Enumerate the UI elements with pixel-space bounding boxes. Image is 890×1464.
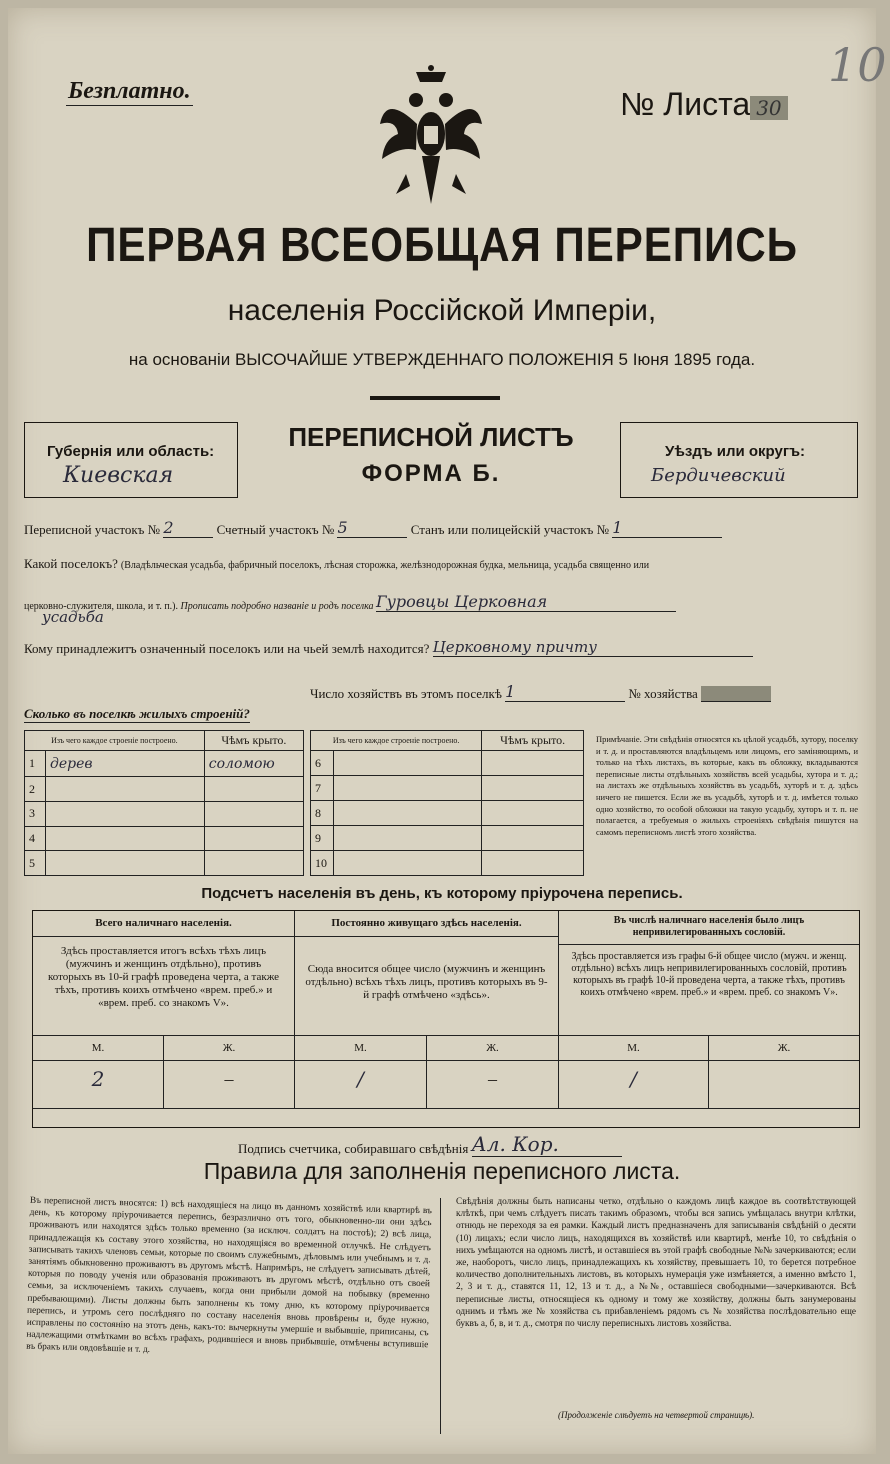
- table-row: 1 дерев соломою: [25, 751, 304, 777]
- c2-f-value: –: [427, 1061, 559, 1109]
- buildings-table-right: [310, 730, 584, 876]
- district-row: [24, 518, 722, 538]
- c3-f-value: [709, 1061, 859, 1109]
- stan-value: 1: [612, 518, 722, 538]
- owner-value: Церковному причту: [433, 638, 753, 657]
- owner-row: [24, 638, 753, 657]
- gubernia-value: Киевская: [63, 463, 174, 488]
- signature-label: Подпись счетчика, собиравшаго свѣдѣнія: [238, 1141, 469, 1156]
- page-subtitle: населенія Россійской Имперіи,: [227, 294, 657, 327]
- c3-m-head: М.: [559, 1035, 709, 1061]
- households-row: [310, 682, 771, 702]
- census-district-value: 2: [163, 518, 213, 538]
- title-divider: [370, 396, 500, 400]
- uezd-box: [620, 422, 858, 498]
- households-label: Число хозяйствъ въ этомъ поселкѣ: [310, 686, 502, 701]
- page-title: ПЕРВАЯ ВСЕОБЩАЯ ПЕРЕПИСЬ: [86, 219, 798, 272]
- uezd-label: Уѣздъ или округъ:: [665, 443, 806, 460]
- settlement-row: [24, 556, 649, 572]
- column-divider: [440, 1198, 441, 1434]
- form-subtitle: ФОРМА Б.: [361, 460, 501, 487]
- owner-label: Кому принадлежитъ означенный поселокъ или на чьей землѣ находится?: [24, 641, 430, 656]
- table-row: 5: [25, 851, 304, 876]
- settlement-value-2: усадьба: [42, 608, 104, 626]
- c1-m-head: М.: [33, 1035, 164, 1061]
- c2-m-value: /: [295, 1061, 427, 1109]
- signature-row: [238, 1132, 622, 1157]
- summary-col2-text: Сюда вносится общее число (мужчинъ и женщинъ отдѣльно) всѣхъ тѣхъ лицъ, противъ которыхъ въ 9-й графѣ отмѣчено «здѣсь».: [295, 937, 559, 1035]
- table-row: 10: [311, 851, 584, 876]
- settlement-value-1: Гуровцы Церковная: [376, 592, 676, 612]
- settlement-hint-2: церковно-служителя, школа, и т. п.).: [24, 601, 178, 612]
- rules-title: Правила для заполненія переписного листа.: [203, 1158, 681, 1184]
- count-district-label: Счетный участокъ №: [216, 522, 335, 537]
- c2-f-head: Ж.: [427, 1035, 559, 1061]
- summary-title: Подсчетъ населенія въ день, къ которому пріурочена перепись.: [201, 885, 683, 902]
- gubernia-box: [24, 422, 238, 498]
- corner-mark: 10: [828, 38, 887, 92]
- summary-table: [32, 910, 860, 1128]
- continued-note: (Продолженіе слѣдуетъ на четвертой страницѣ).: [558, 1410, 755, 1420]
- sheet-number-label: № Листа: [620, 86, 751, 122]
- buildings-table-left: [24, 730, 304, 876]
- c3-f-head: Ж.: [709, 1035, 859, 1061]
- sheet-number-value: 30: [750, 96, 787, 120]
- gubernia-label: Губернія или область:: [47, 443, 215, 460]
- table-row: 2: [25, 777, 304, 802]
- rules-left-column: Въ переписной листъ вносятся: 1) всѣ находящіеся на лицо въ данномъ хозяйствѣ или квартирѣ въ день, къ которому пріурочивается перепись, безразлично отъ того, обыкновенно-ли они здѣсь проживаютъ или находятся здѣсь только временно (за исключ. солдатъ на постоѣ); 2) всѣ лица, принадлежащія къ составу этого хозяйства, но находящіяся во временной отлучкѣ. Не слѣдуетъ записывать такихъ членовъ семьи, которые по своимъ служебнымъ, дѣловымъ или учебнымъ и т. д. занятіямъ обыкновенно проживаютъ въ другомъ мѣстѣ. Напримѣръ, не слѣдуетъ записывать дѣтей, которыя по поводу ученія или образованія проживаютъ въ другомъ мѣстѣ, отдѣльно отъ своей семьи, за исключеніемъ такихъ случаевъ, когда они прибыли домой на побывку (временно пребывающими). Листы должны быть заполнены къ тому дню, къ которому пріурочивается перепись, и утромъ сего послѣдняго по составу населенія вновь провѣрены и, буде нужно, исправлены по состоянію на этотъ день, какъ-то: вычеркнуты умершіе и выбывшіе, приписаны, съ надлежащими отмѣтками во всѣхъ графахъ, родившіеся и вновь прибывшіе, отмѣчены вступившіе въ бракъ или овдовѣвшіе и т. д.: [26, 1195, 432, 1356]
- buildings-note: Примѣчаніе. Эти свѣдѣнія относятся къ цѣлой усадьбѣ, хутору, поселку и т. д. и проставляются владѣльцемъ или лицомъ, его заміняющимъ, и только на тѣхъ листахъ, въ которые, какъ въ обложку, вкладываются переписные листы отдѣльныхъ хозяйствъ всей усадьбы, хутора и т. д.; на листахъ же отдѣльныхъ хозяйствъ въ усадьбѣ, хуторѣ и т. д. здѣсь ничего не пишется. Если же въ усадьбѣ, хуторѣ и т. д. имѣется только одно хозяйство, то особой обложки на такую усадьбу, хуторъ и т. п. не полагается, а требуемыя о жилыхъ строеніяхъ свѣдѣнія пишутся на самомъ переписномъ листѣ этого хозяйства.: [596, 734, 858, 837]
- settlement-hint-1: (Владѣльческая усадьба, фабричный поселокъ, лѣсная сторожка, желѣзнодорожная будка, мельница, усадьба священно или: [120, 560, 650, 571]
- col-material-right: Изъ чего каждое строеніе построено.: [311, 731, 482, 751]
- free-label: Безплатно.: [68, 78, 191, 104]
- census-form-sheet: [8, 8, 887, 1454]
- c1-f-head: Ж.: [164, 1035, 295, 1061]
- col-roof: Чѣмъ крыто.: [204, 731, 303, 751]
- settlement-label: Какой поселокъ?: [24, 556, 118, 571]
- summary-col3-head: Въ числѣ наличнаго населенія было лицъ непривилегированныхъ сословій.: [559, 911, 859, 945]
- summary-col1-text: Здѣсь проставляется итогъ всѣхъ тѣхъ лицъ (мужчинъ и женщинъ отдѣльно), противъ которыхъ въ 10-й графѣ проведена черта, а также тѣхъ, противъ коихъ отмѣчено «врем. преб.» и «врем. преб. со знакомъ V».: [33, 937, 295, 1035]
- summary-col2-head: Постоянно живущаго здѣсь населенія.: [295, 911, 559, 937]
- buildings-label: Сколько въ поселкѣ жилыхъ строеній?: [24, 706, 250, 721]
- signature-value: Ал. Кор.: [472, 1132, 622, 1157]
- count-district-value: 5: [337, 518, 407, 538]
- table-row: 8: [311, 801, 584, 826]
- c1-m-value: 2: [33, 1061, 164, 1109]
- col-material: Изъ чего каждое строеніе построено.: [25, 731, 205, 751]
- legal-basis: на основаніи ВЫСОЧАЙШЕ УТВЕРЖДЕННАГО ПОЛОЖЕНІЯ 5 Іюня 1895 года.: [128, 350, 756, 369]
- settlement-hint-3: Прописать подробно названіе и родъ поселка: [180, 601, 374, 612]
- c1-f-value: –: [164, 1061, 295, 1109]
- census-district-label: Переписной участокъ №: [24, 522, 161, 537]
- stan-label: Станъ или полицейскій участокъ №: [410, 522, 610, 537]
- c3-m-value: /: [559, 1061, 709, 1109]
- household-no-label: № хозяйства: [628, 686, 698, 701]
- c2-m-head: М.: [295, 1035, 427, 1061]
- form-title: ПЕРЕПИСНОЙ ЛИСТЪ: [288, 422, 574, 452]
- table-row: 4: [25, 826, 304, 851]
- rules-right-column: Свѣдѣнія должны быть написаны четко, отдѣльно о каждомъ лицѣ каждое въ соотвѣтствующей клѣткѣ, при чемъ слѣдуетъ писать такимъ образомъ, чтобы вся запись умѣщалась внутри клѣтки, отнюдь не переходя за ея рамки. Каждый листъ предназначенъ для записыванія свѣдѣній о десяти (10) лицахъ; если число лицъ, находящихся въ хозяйствѣ или квартирѣ, менѣе 10, то свѣдѣнія о нихъ умѣщаются на одномъ листѣ, и оставшіеся въ этой графѣ свободные №№ зачеркиваются; если же, наоборотъ, число лицъ, принадлежащихъ къ хозяйству, превышаетъ 10, то берется потребное количество дополнительныхъ листовъ, въ которыхъ нумерація уже измѣняется, а именно вмѣсто 1, 2, 3 и т. д., ставятся 11, 12, 13 и т. д., а №№, оставшіеся свободными—зачеркиваются. Всѣ переписные листы, относящіеся къ одному и тому же хозяйству, должны быть занумерованы однимъ и тѣмъ же № хозяйства съ прибавленіемъ рядомъ съ № хозяйства послѣдовательно еще буквъ а, б, в, и т. д., смотря по числу переписныхъ листовъ хозяйства.: [456, 1197, 856, 1330]
- double-headed-eagle-icon: [376, 64, 486, 214]
- summary-col1-head: Всего наличнаго населенія.: [33, 911, 295, 937]
- table-row: 3: [25, 801, 304, 826]
- col-roof-right: Чѣмъ крыто.: [482, 731, 584, 751]
- uezd-value: Бердичевский: [651, 465, 786, 486]
- table-row: 7: [311, 776, 584, 801]
- table-row: 9: [311, 826, 584, 851]
- household-no-value: [701, 686, 771, 702]
- sheet-number: [620, 86, 788, 123]
- settlement-row-2: [24, 592, 676, 612]
- summary-col3-text: Здѣсь проставляется изъ графы 6-й общее число (мужч. и женщ. отдѣльно) всѣхъ лицъ непривилегированныхъ сословій, противъ которыхъ въ графѣ 10-й проведена черта, а также тѣхъ, противъ коихъ отмѣчено «врем. преб.» и «врем. преб. со знакомъ V».: [571, 951, 847, 998]
- households-value: 1: [505, 682, 625, 702]
- table-row: 6: [311, 751, 584, 776]
